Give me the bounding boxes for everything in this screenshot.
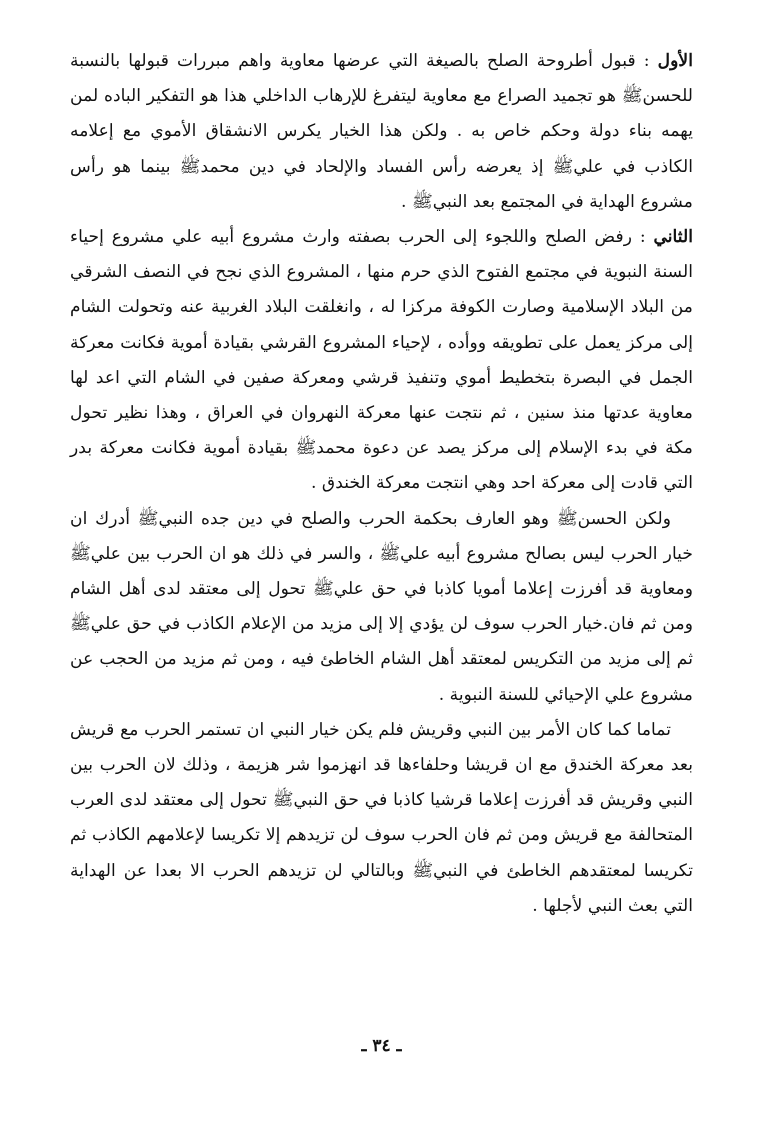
document-page bbox=[70, 44, 693, 1081]
paragraph-lead: الأول bbox=[657, 51, 693, 71]
page-number: ـ ٣٤ ـ bbox=[361, 1036, 402, 1056]
paragraph-text: تماما كما كان الأمر بين النبي وقريش فلم يكن خيار النبي ان تستمر الحرب مع قريش بعد معركة الخندق مع ان قريشا وحلفاءها قد انهزموا شر هزيمة ، وذلك لان الحرب بين النبي وقريش قد أفرزت إعلاما قرشيا كاذبا في حق النبيﷺ تحول إلى معتقد لدى العرب المتحالفة مع قريش ومن ثم فان الحرب سوف لن تزيدهم إلا تكريسا لإعلامهم الكاذب ثم تكريسا لمعتقدهم الخاطئ في النبيﷺ وبالتالي لن تزيدهم الحرب الا بعدا عن الهداية التي بعث النبي لأجلها . bbox=[70, 719, 693, 916]
paragraph-text: : رفض الصلح واللجوء إلى الحرب بصفته وارث مشروع أبيه علي مشروع إحياء السنة النبوية في مجتمع الفتوح الذي حرم منها ، المشروع الذي نجح في النصف الشرقي من البلاد الإسلامية وصارت الكوفة مركزا له ، وانغلقت البلاد الغربية عنه وتحولت الشام إلى مركز يعمل على تطويقه ووأده ، لإحياء المشروع القرشي بقيادة أموية فكانت معركة الجمل في البصرة بتخطيط أموي وتنفيذ قرشي ومعركة صفين في الشام التي اعد لها معاوية عدتها منذ سنين ، ثم نتجت عنها معركة النهروان في العراق ، وهذا نظير تحول مكة في بدء الإسلام إلى مركز يصد عن دعوة محمدﷺ بقيادة أموية فكانت معركة بدر التي قادت إلى معركة احد وهي انتجت معركة الخندق . bbox=[70, 227, 693, 494]
paragraph-prophet-analogy bbox=[70, 713, 693, 924]
paragraph-text: ولكن الحسنﷺ وهو العارف بحكمة الحرب والصلح في دين جده النبيﷺ أدرك ان خيار الحرب ليس بصالح مشروع أبيه عليﷺ ، والسر في ذلك هو ان الحرب بين عليﷺ ومعاوية قد أفرزت إعلاما أمويا كاذبا في حق عليﷺ تحول إلى معتقد لدى أهل الشام ومن ثم فان.خيار الحرب سوف لن يؤدي إلا إلى مزيد من الإعلام الكاذب في حق عليﷺ ثم إلى مزيد من التكريس لمعتقد أهل الشام الخاطئ فيه ، ومن ثم مزيد من الحجب عن مشروع علي الإحيائي للسنة النبوية . bbox=[70, 508, 693, 705]
paragraph-text: : قبول أطروحة الصلح بالصيغة التي عرضها معاوية واهم مبررات قبولها بالنسبة للحسنﷺ هو تجميد الصراع مع معاوية ليتفرغ للإرهاب الداخلي هذا هو التفكير الباده لمن يهمه بناء دولة وحكم خاص به . ولكن هذا الخيار يكرس الانشقاق الأموي مع إعلامه الكاذب في عليﷺ إذ يعرضه رأس الفساد والإلحاد في دين محمدﷺ بينما هو رأس مشروع الهداية في المجتمع بعد النبيﷺ . bbox=[70, 51, 693, 212]
paragraph-lead: الثاني bbox=[653, 227, 693, 248]
paragraph-second-option bbox=[70, 220, 693, 502]
paragraph-hasan-choice bbox=[70, 502, 693, 713]
paragraph-first-option bbox=[70, 44, 693, 220]
